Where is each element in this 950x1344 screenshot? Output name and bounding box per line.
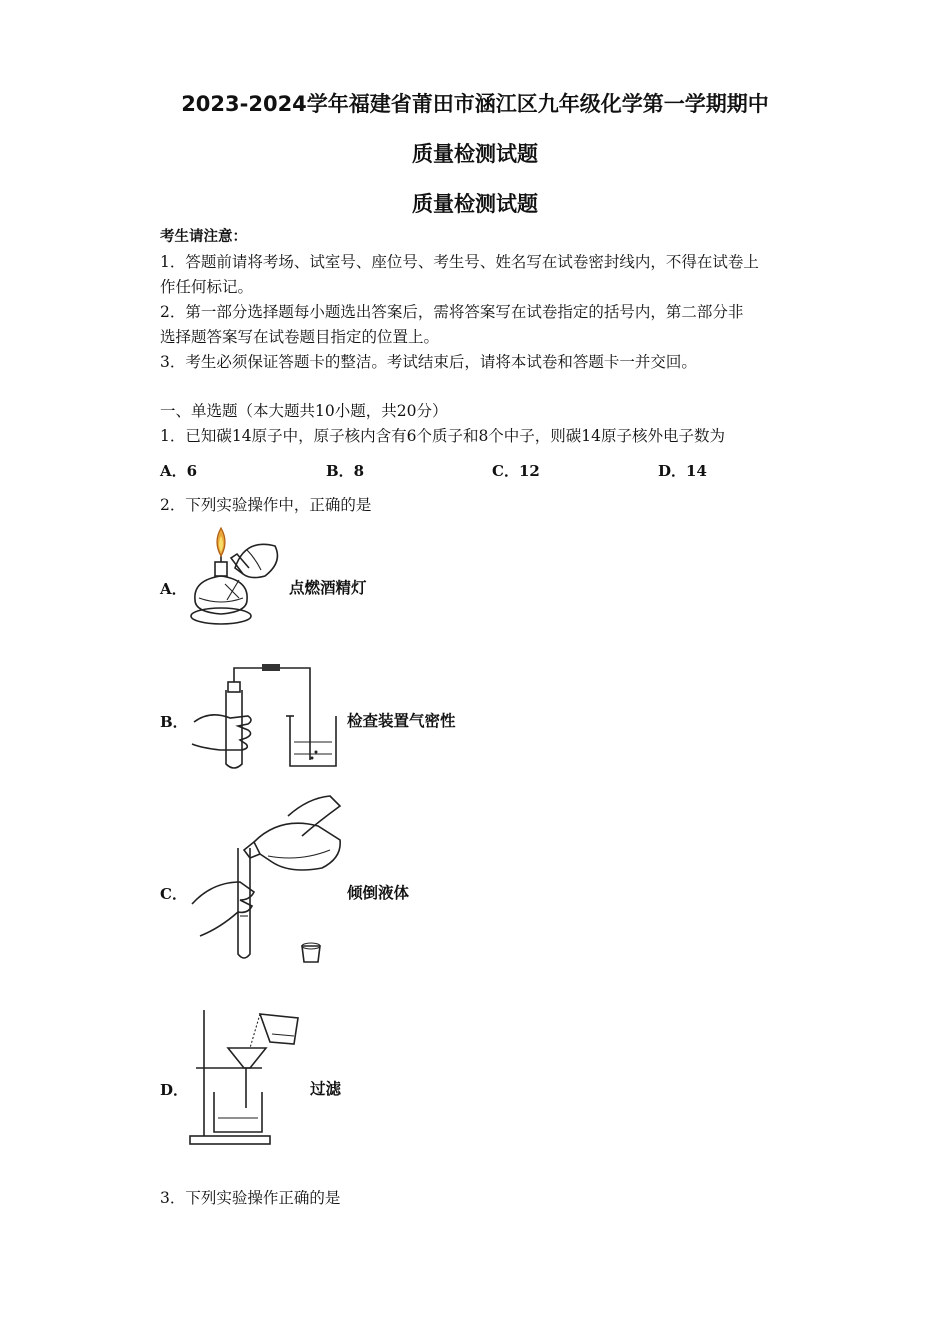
section-heading: 一、单选题（本大题共10小题，共20分） [160,402,448,420]
q2-option-c-letter[interactable]: C． [160,885,187,903]
paper-title-line1: 2023-2024学年福建省莆田市涵江区九年级化学第一学期期中 [181,92,769,116]
q2-option-b-caption: 检查装置气密性 [347,711,456,730]
q2-stem: 2．下列实验操作中，正确的是 [160,496,372,514]
q2-option-a-letter[interactable]: A． [160,580,187,598]
notice-item2-line1: 2．第一部分选择题每小题选出答案后，需将答案写在试卷指定的括号内，第二部分非 [160,303,744,321]
pouring-liquid-illustration [190,796,345,968]
notice-item3: 3．考生必须保证答题卡的整洁。考试结束后，请将本试卷和答题卡一并交回。 [160,353,697,371]
airtightness-check-illustration [190,660,340,772]
q1-stem: 1．已知碳14原子中，原子核内含有6个质子和8个中子，则碳14原子核外电子数为 [160,427,726,445]
alcohol-lamp-illustration [185,528,285,632]
paper-title-line3: 质量检测试题 [412,192,538,216]
q1-option-d[interactable]: D．14 [658,462,707,480]
q2-option-b-letter[interactable]: B． [160,713,188,731]
filtration-illustration [188,1000,308,1148]
q2-option-a-caption: 点燃酒精灯 [289,578,367,597]
notice-heading: 考生请注意： [160,228,247,245]
notice-item1-line1: 1．答题前请将考场、试室号、座位号、考生号、姓名写在试卷密封线内，不得在试卷上 [160,253,759,271]
notice-item1-line2: 作任何标记。 [160,278,254,296]
q3-stem: 3．下列实验操作正确的是 [160,1189,341,1207]
q2-option-d-letter[interactable]: D． [160,1081,189,1099]
q1-option-b[interactable]: B．8 [326,462,365,480]
notice-item2-line2: 选择题答案写在试卷题目指定的位置上。 [160,328,440,346]
q2-option-d-caption: 过滤 [310,1079,342,1098]
q1-option-a[interactable]: A．6 [160,462,198,480]
paper-title-line2: 质量检测试题 [412,142,538,166]
q2-option-c-caption: 倾倒液体 [347,883,410,902]
q1-option-c[interactable]: C．12 [492,462,540,480]
